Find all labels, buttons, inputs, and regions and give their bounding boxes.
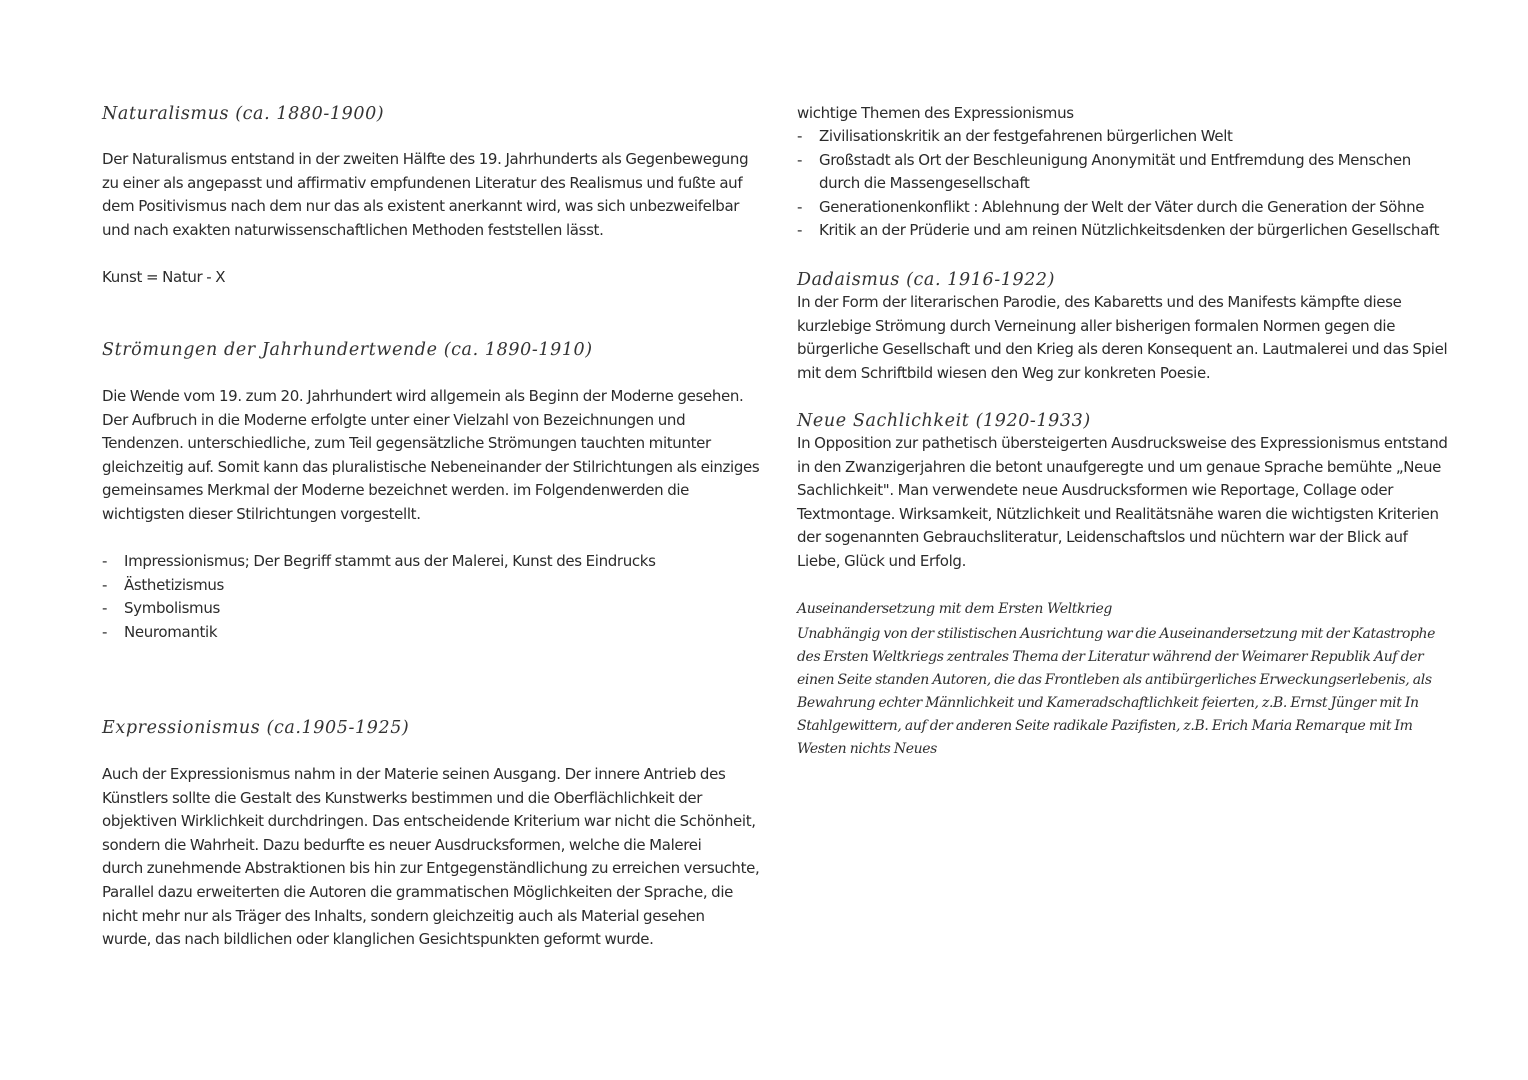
expressionismus-heading: Expressionismus (ca.1905-1925) (102, 718, 410, 738)
text-line: und nach exakten naturwissenschaftlichen Methoden feststellen lässt. (102, 220, 604, 239)
text-line: sondern die Wahrheit. Dazu bedurfte es neuer Ausdrucksformen, welche die Malerei (102, 835, 702, 854)
themen-intro (797, 102, 1074, 126)
list-item: - Großstadt als Ort der Beschleunigung Anonymität und Entfremdung des Menschen durch die Massengesellschaft (797, 150, 1411, 193)
text-line: Westen nichts Neues (797, 741, 937, 757)
text-line: wichtigsten dieser Stilrichtungen vorgestellt. (102, 504, 421, 523)
dash-bullet: - (102, 622, 108, 641)
themen-list (797, 125, 1439, 243)
list-item: - Ästhetizismus (102, 574, 656, 598)
text-line: in den Zwanzigerjahren die betont unaufgeregte und um genaue Sprache bemühte „Neue (797, 457, 1442, 476)
text-line: Parallel dazu erweiterten die Autoren die grammatischen Möglichkeiten der Sprache, die (102, 882, 734, 901)
text-line: Auch der Expressionismus nahm in der Materie seinen Ausgang. Der innere Antrieb des (102, 765, 726, 783)
text-line: nicht mehr nur als Träger des Inhalts, sondern gleichzeitig auch als Material gesehen (102, 906, 705, 925)
list-item: - Zivilisationskritik an der festgefahrenen bürgerlichen Welt (797, 125, 1439, 149)
dash-bullet: - (102, 599, 108, 618)
list-item: - Symbolismus (102, 597, 656, 621)
text-line: In Opposition zur pathetisch übersteigerten Ausdrucksweise des Expressionismus entstand (797, 434, 1448, 452)
list-item: - Kritik an der Prüderie und am reinen Nützlichkeitsdenken der bürgerlichen Gesellschaft (797, 219, 1439, 243)
stroemungen-heading: Strömungen der Jahrhundertwende (ca. 1890-1910) (102, 340, 593, 360)
text-line: Bewahrung echter Männlichkeit und Kameradschaftlichkeit feierten, z.B. Ernst Jünger mit In (797, 695, 1419, 711)
text-line: Künstlers sollte die Gestalt des Kunstwerks bestimmen und die Oberflächlichkeit der (102, 788, 703, 807)
list-item: - Neuromantik (102, 621, 656, 645)
text-line: objektiven Wirklichkeit durchdringen. Das entscheidende Kriterium war nicht die Schönheit, (102, 812, 756, 831)
text-line: wichtige Themen des Expressionismus (797, 104, 1074, 122)
dash-bullet: - (102, 575, 108, 594)
neue-sachlichkeit-heading: Neue Sachlichkeit (1920-1933) (797, 411, 1091, 431)
list-item: - Impressionismus; Der Begriff stammt aus der Malerei, Kunst des Eindrucks (102, 550, 656, 574)
text-line: einen Seite standen Autoren, die das Frontleben als antibürgerliches Erweckungserlebenis, als (797, 672, 1432, 688)
naturalismus-formula (102, 266, 225, 290)
dash-bullet: - (797, 221, 803, 240)
dash-bullet: - (797, 127, 803, 145)
text-line: Die Wende vom 19. zum 20. Jahrhundert wird allgemein als Beginn der Moderne gesehen. (102, 387, 744, 405)
dash-bullet: - (797, 150, 803, 169)
dash-bullet: - (797, 197, 803, 216)
text-line: In der Form der literarischen Parodie, des Kabaretts und des Manifests kämpfte diese (797, 293, 1402, 311)
list-item: - Generationenkonflikt : Ablehnung der Welt der Väter durch die Generation der Söhne (797, 196, 1439, 220)
text-line: wurde, das nach bildlichen oder klanglichen Gesichtspunkten geformt wurde. (102, 930, 654, 949)
expressionismus-paragraph (102, 763, 759, 952)
text-line: Der Aufbruch in die Moderne erfolgte unter einer Vielzahl von Bezeichnungen und (102, 410, 686, 429)
text-line: dem Positivismus nach dem nur das als existent anerkannt wird, was sich unbezweifelbar (102, 197, 740, 216)
text-line: bürgerliche Gesellschaft und den Krieg als deren Konsequent an. Lautmalerei und das Spiel (797, 340, 1448, 359)
stroemungen-list (102, 550, 656, 644)
dash-bullet: - (102, 552, 108, 570)
text-line: des Ersten Weltkriegs zentrales Thema der Literatur während der Weimarer Republik Auf der (797, 649, 1424, 665)
text-line: Tendenzen. unterschiedliche, zum Teil gegensätzliche Strömungen tauchten mitunter (102, 434, 711, 453)
neue-sachlichkeit-paragraph (797, 432, 1448, 574)
text-line: Textmontage. Wirksamkeit, Nützlichkeit und Realitätsnähe waren die wichtigsten Kriterien (797, 504, 1439, 523)
text-line: der sogenannten Gebrauchsliteratur, Leidenschaftslos und nüchtern war der Blick auf (797, 528, 1408, 547)
dadaismus-paragraph (797, 291, 1447, 385)
text-line: Liebe, Glück und Erfolg. (797, 551, 967, 570)
text-line: zu einer als angepasst und affirmativ empfundenen Literatur des Realismus und fußte auf (102, 173, 743, 192)
text-line: kurzlebige Strömung durch Verneinung aller bisherigen formalen Normen gegen die (797, 316, 1396, 335)
stroemungen-paragraph (102, 385, 759, 527)
weltkrieg-paragraph (797, 623, 1435, 761)
dadaismus-heading: Dadaismus (ca. 1916-1922) (797, 270, 1056, 290)
formula-text: Kunst = Natur - X (102, 268, 226, 286)
naturalismus-paragraph (102, 148, 748, 242)
text-line: Stahlgewittern, auf der anderen Seite radikale Pazifisten, z.B. Erich Maria Remarque mit Im (797, 718, 1413, 734)
text-line: durch zunehmende Abstraktionen bis hin zur Entgegenständlichung zu erreichen versuchte, (102, 859, 760, 878)
text-line: mit dem Schriftbild wiesen den Weg zur konkreten Poesie. (797, 363, 1211, 382)
text-line: gleichzeitig auf. Somit kann das pluralistische Nebeneinander der Stilrichtungen als einziges (102, 457, 760, 476)
weltkrieg-heading: Auseinandersetzung mit dem Ersten Weltkrieg (797, 601, 1112, 617)
text-line: Der Naturalismus entstand in der zweiten Hälfte des 19. Jahrhunderts als Gegenbewegung (102, 150, 749, 168)
text-line: gemeinsames Merkmal der Moderne bezeichnet werden. im Folgendenwerden die (102, 481, 690, 500)
naturalismus-heading: Naturalismus (ca. 1880-1900) (102, 104, 385, 124)
text-line: Unabhängig von der stilistischen Ausrichtung war die Auseinandersetzung mit der Katastrophe (797, 626, 1436, 642)
text-line: Sachlichkeit". Man verwendete neue Ausdrucksformen wie Reportage, Collage oder (797, 481, 1394, 500)
